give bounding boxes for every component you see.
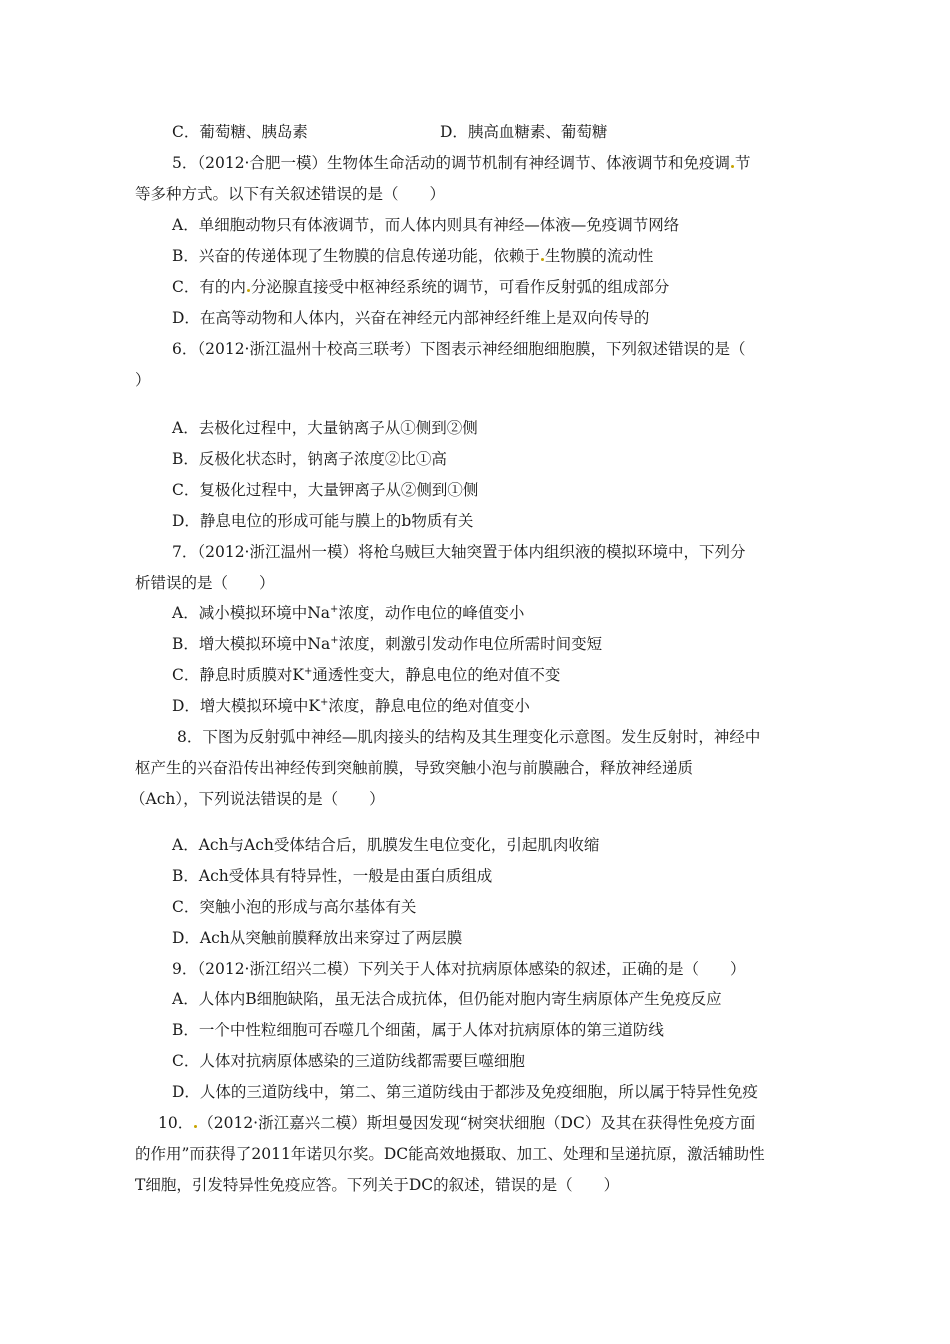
ink-dot (731, 165, 734, 168)
q7-option-a-post: 浓度，动作电位的峰值变小 (338, 604, 525, 622)
q7-option-b-post: 浓度，刺激引发动作电位所需时间变短 (338, 635, 603, 653)
q8-stem-line2: 枢产生的兴奋沿传出神经传到突触前膜，导致突触小泡与前膜融合，释放神经递质 (135, 759, 694, 777)
q7-stem-line1: 7．（2012·浙江温州一模）将枪乌贼巨大轴突置于体内组织液的模拟环境中，下列分 (172, 543, 746, 561)
q7-option-d-post: 浓度，静息电位的绝对值变小 (328, 697, 530, 715)
plus-superscript: + (330, 634, 339, 646)
q9-stem: 9．（2012·浙江绍兴二模）下列关于人体对抗病原体感染的叙述，正确的是（ ） (172, 960, 746, 978)
q7-option-d-pre: D．增大模拟环境中K (172, 697, 321, 715)
plus-superscript: + (330, 603, 339, 615)
q5-option-b (172, 246, 653, 266)
q6-option-d: D．静息电位的形成可能与膜上的b物质有关 (172, 512, 474, 530)
plus-superscript: + (303, 665, 313, 677)
ink-dot (194, 1125, 197, 1128)
q7-option-d (172, 696, 530, 716)
ink-dot (247, 289, 250, 292)
q6-option-b: B．反极化状态时，钠离子浓度②比①高 (172, 450, 447, 468)
q8-option-a: A．Ach与Ach受体结合后，肌膜发生电位变化，引起肌肉收缩 (172, 836, 600, 854)
q6-stem-line2: ） (135, 371, 151, 389)
q5-stem-line1 (172, 153, 751, 173)
q10-stem-line2: 的作用”而获得了2011年诺贝尔奖。DC能高效地摄取、加工、处理和呈递抗原，激活辅助性 (135, 1145, 765, 1163)
q9-option-d: D．人体的三道防线中，第二、第三道防线由于都涉及免疫细胞，所以属于特异性免疫 (172, 1083, 758, 1101)
q10-stem-line1 (158, 1113, 755, 1133)
q8-stem-line3: （Ach），下列说法错误的是（ ） (130, 790, 385, 808)
q4-option-d: D．胰高血糖素、葡萄糖 (440, 123, 608, 141)
q7-stem-line2: 析错误的是（ ） (135, 574, 275, 592)
q8-option-b: B．Ach受体具有特异性，一般是由蛋白质组成 (172, 867, 493, 885)
q7-option-c (172, 665, 560, 685)
q5-option-c-text-end: 分泌腺直接受中枢神经系统的调节，可看作反射弧的组成部分 (250, 278, 670, 296)
q5-option-d: D．在高等动物和人体内，兴奋在神经元内部神经纤维上是双向传导的 (172, 309, 650, 327)
q5-stem-text-end: 节 (735, 154, 751, 172)
q5-stem-text: 5．（2012·合肥一模）生物体生命活动的调节机制有神经调节、体液调节和免疫调 (172, 154, 730, 172)
q5-option-c-text: C．有的内 (172, 278, 246, 296)
q7-option-c-pre: C．静息时质膜对K (172, 666, 304, 684)
q5-stem-line2: 等多种方式。以下有关叙述错误的是（ ） (135, 185, 446, 203)
q7-option-a (172, 603, 524, 623)
q10-stem-line3: T细胞，引发特异性免疫应答。下列关于DC的叙述，错误的是（ ） (135, 1176, 620, 1194)
q4-option-c: C．葡萄糖、胰岛素 (172, 123, 308, 141)
q7-option-b (172, 634, 602, 654)
q8-stem-line1: 8．下图为反射弧中神经—肌肉接头的结构及其生理变化示意图。发生反射时，神经中 (177, 728, 761, 746)
plus-superscript: + (320, 696, 329, 708)
q10-number: 10． (158, 1114, 194, 1132)
q6-option-a: A．去极化过程中，大量钠离子从①侧到②侧 (172, 419, 478, 437)
ink-dot (541, 258, 544, 261)
q7-option-b-pre: B．增大模拟环境中Na (172, 635, 331, 653)
q9-option-b: B．一个中性粒细胞可吞噬几个细菌，属于人体对抗病原体的第三道防线 (172, 1021, 664, 1039)
q6-stem-line1: 6．（2012·浙江温州十校高三联考）下图表示神经细胞细胞膜，下列叙述错误的是（ (172, 340, 746, 358)
q8-option-c: C．突触小泡的形成与高尔基体有关 (172, 898, 417, 916)
q9-option-a: A．人体内B细胞缺陷，虽无法合成抗体，但仍能对胞内寄生病原体产生免疫反应 (172, 990, 722, 1008)
q7-option-c-post: 通透性变大，静息电位的绝对值不变 (312, 666, 561, 684)
q6-option-c: C．复极化过程中，大量钾离子从②侧到①侧 (172, 481, 479, 499)
q7-option-a-pre: A．减小模拟环境中Na (172, 604, 330, 622)
q5-option-b-text: B．兴奋的传递体现了生物膜的信息传递功能，依赖于 (172, 247, 540, 265)
q8-option-d: D．Ach从突触前膜释放出来穿过了两层膜 (172, 929, 463, 947)
q10-stem-text: （2012·浙江嘉兴二模）斯坦曼因发现“树突状细胞（DC）及其在获得性免疫方面 (198, 1114, 756, 1132)
q9-option-c: C．人体对抗病原体感染的三道防线都需要巨噬细胞 (172, 1052, 525, 1070)
q5-option-b-text-end: 生物膜的流动性 (544, 247, 654, 265)
q5-option-a: A．单细胞动物只有体液调节，而人体内则具有神经—体液—免疫调节网络 (172, 216, 680, 234)
q5-option-c (172, 277, 669, 297)
